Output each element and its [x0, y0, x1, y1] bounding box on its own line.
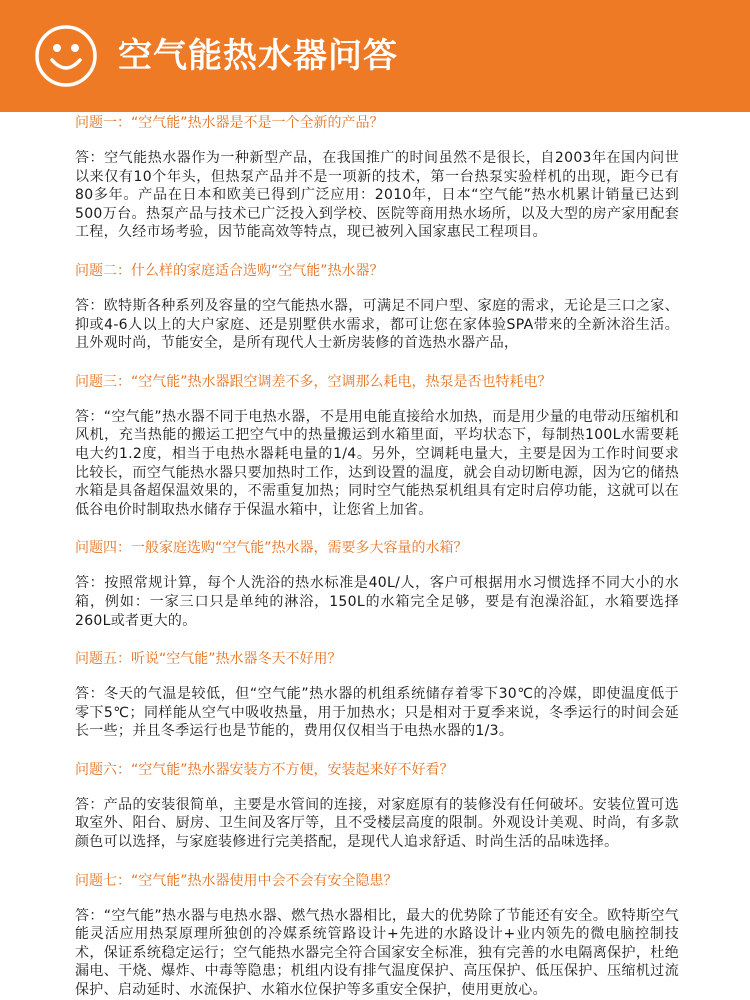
smiley-face-icon	[34, 24, 98, 88]
question-4: 问题四：一般家庭选购“空气能”热水器，需要多大容量的水箱？	[75, 540, 468, 557]
answer-3: 答：“空气能”热水器不同于电热水器，不是用电能直接给水加热，而是用少量的电带动压缩机和风机，充当热能的搬运工把空气中的热量搬运到水箱里面，平均状态下，每制热100L水需要耗电大约1.2度，相当于电热水器耗电量的1/4。另外，空调耗电量大，主要是因为工作时间要求比较长，而空气能热水器只要加热时工作，达到设置的温度，就会自动切断电源，因为它的储热水箱是具备超保温效果的，不需重复加热；同时空气能热泵机组具有定时启停功能，这就可以在低谷电价时制取热水储存于保温水箱中，让您省上加省。	[75, 408, 679, 518]
answer-4: 答：按照常规计算，每个人洗浴的热水标准是40L/人，客户可根据用水习惯选择不同大小的水箱，例如：一家三口只是单纯的淋浴，150L的水箱完全足够，要是有泡澡浴缸，水箱要选择260L或者更大的。	[75, 575, 679, 629]
question-5: 问题五：听说“空气能”热水器冬天不好用？	[75, 651, 342, 668]
question-6: 问题六：“空气能”热水器安装方不方便，安装起来好不好看？	[75, 761, 454, 778]
header-banner	[0, 0, 750, 112]
question-2: 问题二：什么样的家庭适合选购“空气能”热水器？	[75, 262, 384, 279]
answer-5: 答：冬天的气温是较低，但“空气能”热水器的机组系统储存着零下30℃的冷媒，即使温度低于零下5℃；同样能从空气中吸收热量，用于加热水；只是相对于夏季来说，冬季运行的时间会延长一些；并且冬季运行也是节能的，费用仅仅相当于电热水器的1/3。	[75, 686, 679, 740]
page-title: 空气能热水器问答	[118, 36, 398, 76]
answer-1: 答：空气能热水器作为一种新型产品，在我国推广的时间虽然不是很长，自2003年在国内问世以来仅有10个年头，但热泵产品并不是一项新的技术，第一台热泵实验样机的出现，距今已有80多年。产品在日本和欧美已得到广泛应用：2010年，日本“空气能”热水机累计销量已达到500万台。热泵产品与技术已广泛投入到学校、医院等商用热水场所，以及大型的房产家用配套工程，久经市场考验，因节能高效等特点，现已被列入国家惠民工程项目。	[75, 150, 679, 241]
answer-6: 答：产品的安装很简单，主要是水管间的连接，对家庭原有的装修没有任何破坏。安装位置可选取室外、阳台、厨房、卫生间及客厅等，且不受楼层高度的限制。外观设计美观、时尚，有多款颜色可以选择，与家庭装修进行完美搭配，是现代人追求舒适、时尚生活的品味选择。	[75, 796, 679, 851]
question-1: 问题一：“空气能”热水器是不是一个全新的产品？	[75, 115, 384, 131]
answer-2: 答：欧特斯各种系列及容量的空气能热水器，可满足不同户型、家庭的需求，无论是三口之家、抑或4-6人以上的大户家庭、还是别墅供水需求，都可让您在家体验SPA带来的全新沐浴生活。且外观时尚，节能安全，是所有现代人士新房装修的首选热水器产品，	[75, 297, 679, 352]
answer-7: 答：“空气能”热水器与电热水器、燃气热水器相比，最大的优势除了节能还有安全。欧特斯空气能灵活应用热泵原理所独创的冷媒系统管路设计+先进的水路设计+业内领先的微电脑控制技术，保证系统稳定运行；空气能热水器完全符合国家安全标准，独有完善的水电隔离保护，杜绝漏电、干烧、爆炸、中毒等隐患；机组内设有排气温度保护、高压保护、低压保护、压缩机过流保护、启动延时、水流保护、水箱水位保护等多重安全保护，使用更放心。	[75, 907, 679, 999]
qa-list	[75, 113, 679, 1000]
question-7: 问题七：“空气能”热水器使用中会不会有安全隐患？	[75, 872, 398, 889]
question-3: 问题三：“空气能”热水器跟空调差不多，空调那么耗电，热泵是否也特耗电？	[75, 373, 552, 390]
